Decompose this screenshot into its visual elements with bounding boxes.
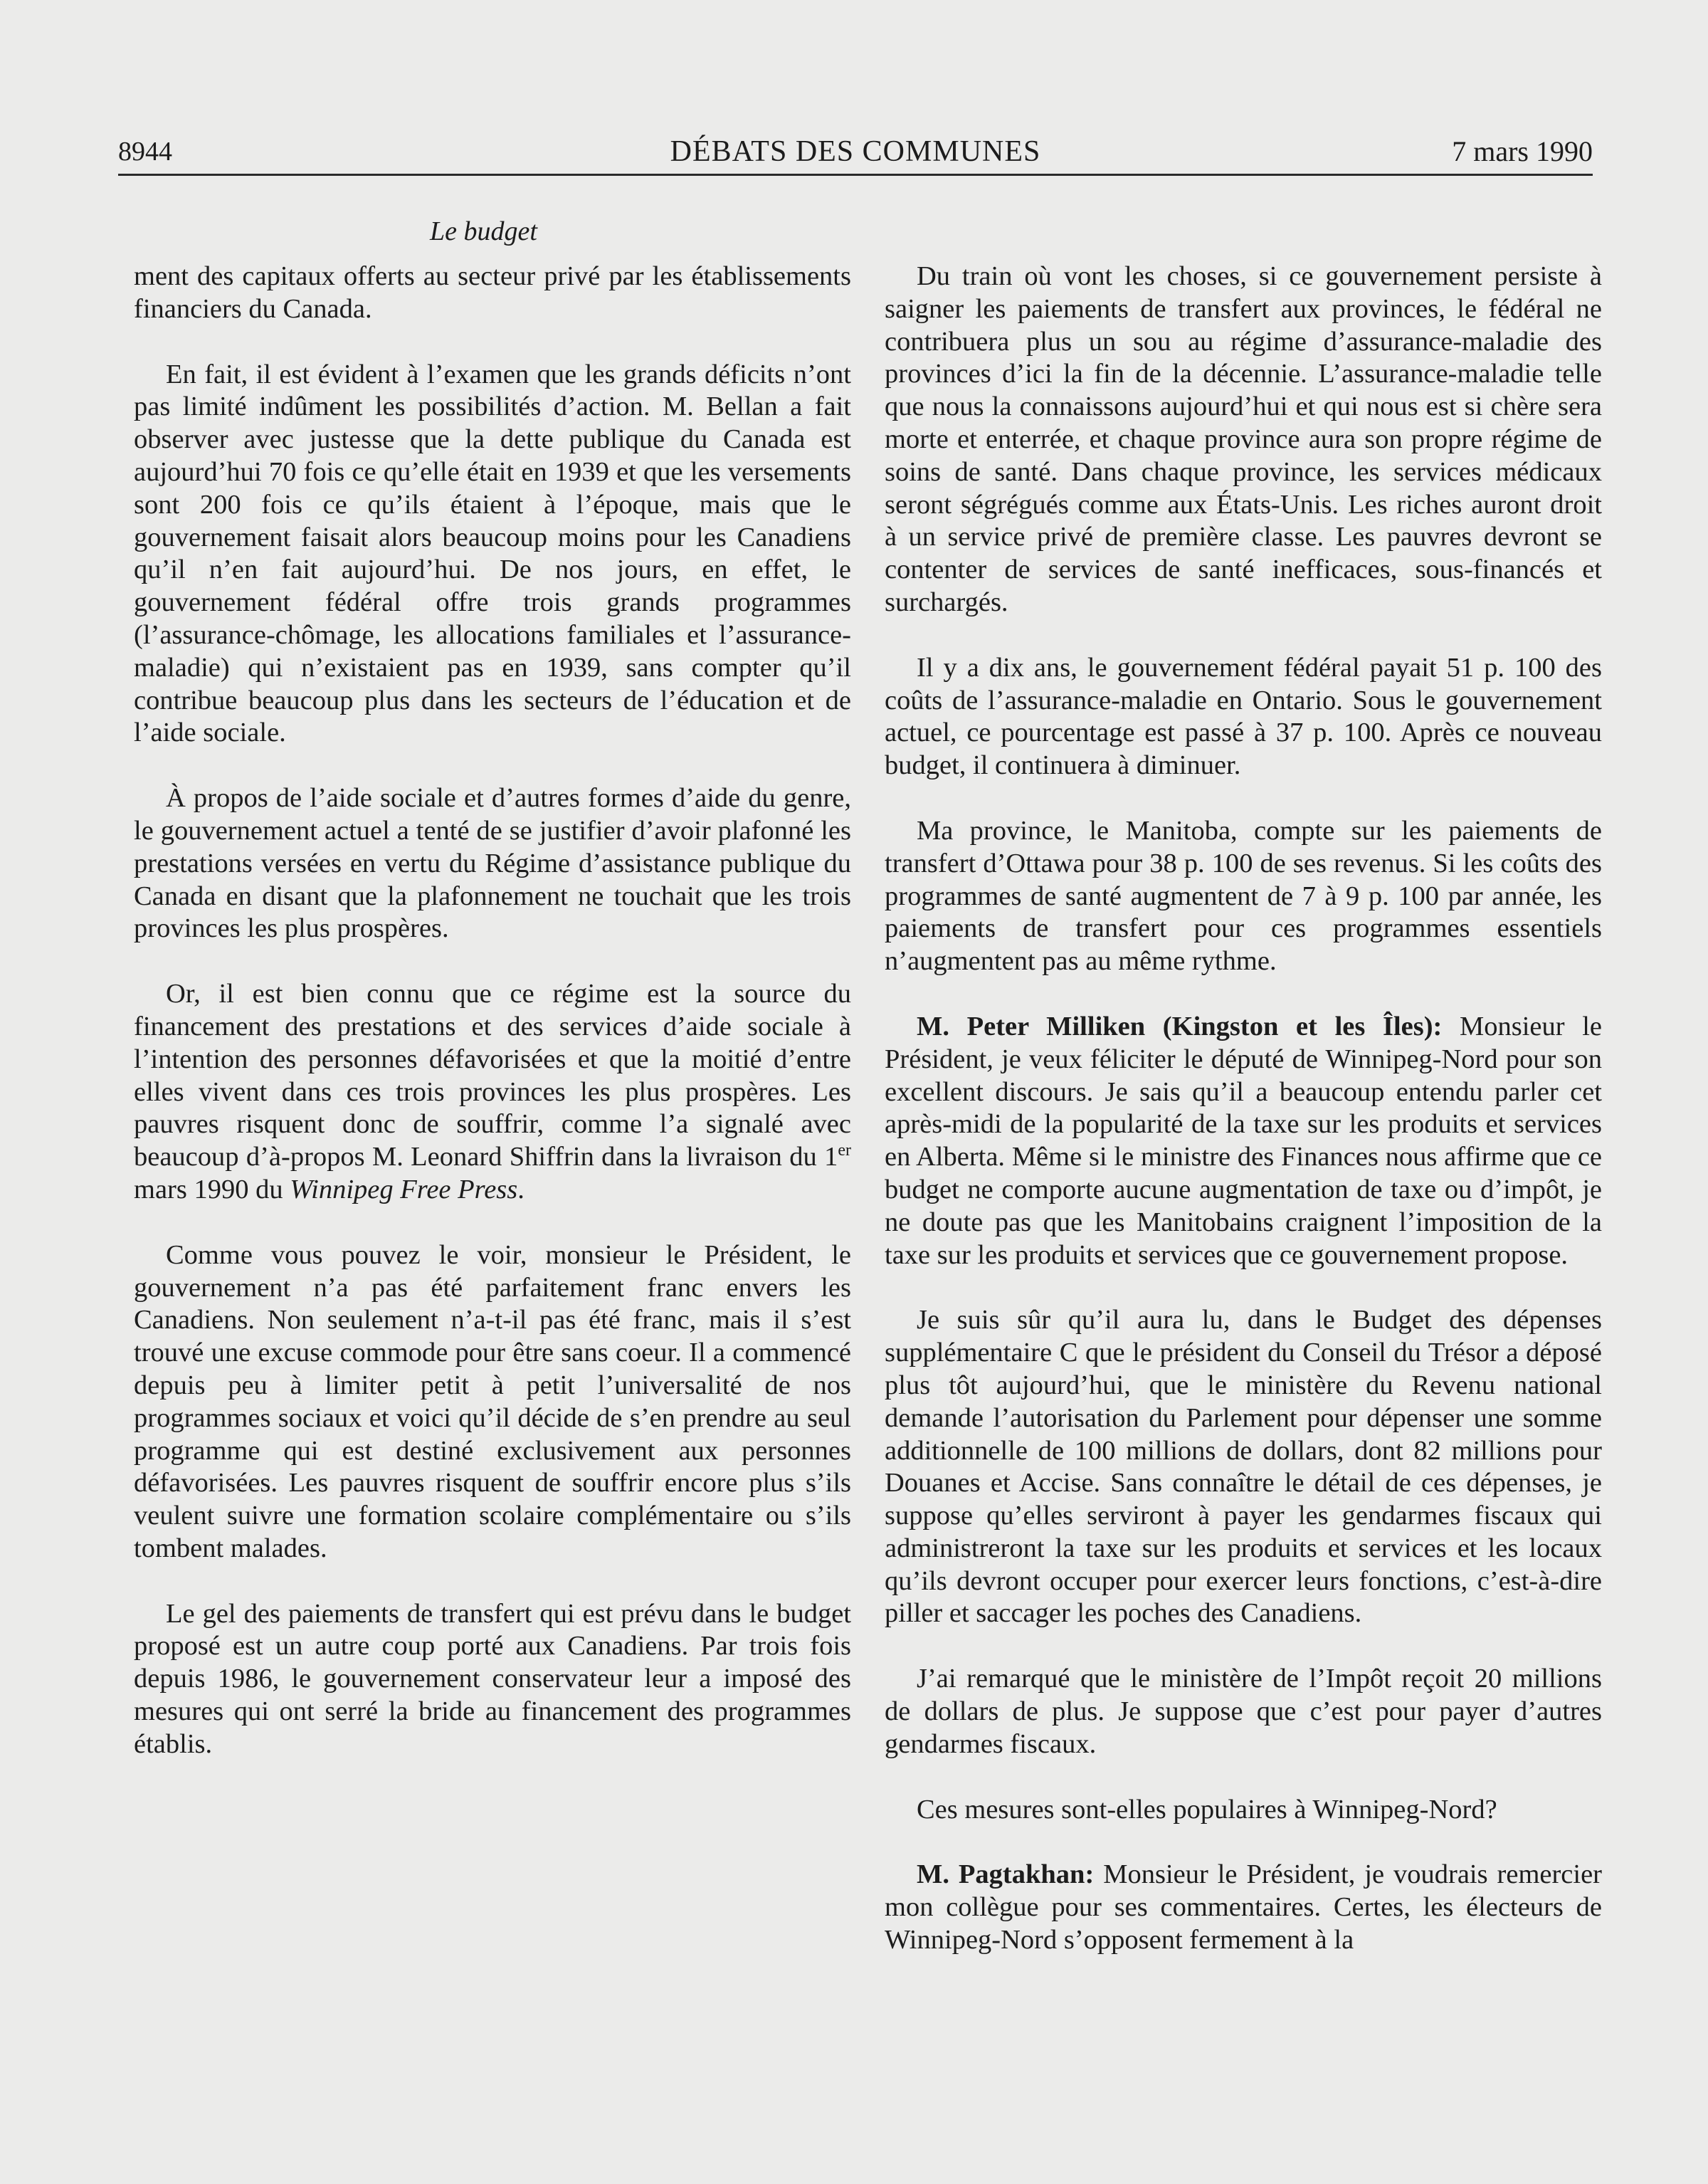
publication-name: Winnipeg Free Press — [290, 1174, 518, 1204]
paragraph-text: Monsieur le Président, je veux féliciter le député de Winnipeg-Nord pour son excellent discours. Je sais qu’il a beaucoup entendu parler cet après-midi de la popularité de la taxe sur les produits et services en Alberta. Même si le ministre des Finances nous affirme que ce budget ne comporte aucune augmentation de taxe ou d’impôt, je ne doute pas que les Manitobains craignent l’imposition de la taxe sur les produits et services que ce gouvernement propose. — [885, 1011, 1602, 1270]
header-date: 7 mars 1990 — [1452, 135, 1593, 167]
left-column — [134, 261, 851, 1794]
paragraph: Je suis sûr qu’il aura lu, dans le Budget des dépenses supplémentaire C que le président du Conseil du Trésor a déposé plus tôt aujourd’hui, que le ministère du Revenu national demande l’autorisation du Parlement pour dépenser une somme additionnelle de 100 millions de dollars, dont 82 millions pour Douanes et Accise. Sans connaître le détail de ces dépenses, je suppose qu’elles serviront à payer les gendarmes fiscaux qui administreront la taxe sur les produits et services et les locaux qu’ils devront occuper pour exercer leurs fonctions, c’est-à-dire piller et saccager les poches des Canadiens. — [885, 1305, 1602, 1629]
paragraph: En fait, il est évident à l’examen que les grands déficits n’ont pas limité indûment les possibilités d’action. M. Bellan a fait observer avec justesse que la dette publique du Canada est aujourd’hui 70 fois ce qu’elle était en 1939 et que les versements sont 200 fois ce qu’ils étaient à l’époque, mais que le gouvernement faisait alors beaucoup moins pour les Canadiens qu’il n’en fait aujourd’hui. De nos jours, en effet, le gouvernement fédéral offre trois grands programmes (l’assurance-chômage, les allocations familiales et l’assurance-maladie) qui n’existaient pas en 1939, sans compter qu’il contribue beaucoup plus dans les secteurs de l’éducation et de l’aide sociale. — [134, 359, 851, 748]
section-title: Le budget — [430, 216, 537, 246]
paragraph: ment des capitaux offerts au secteur privé par les établissements financiers du Canada. — [134, 261, 851, 324]
paragraph — [885, 1011, 1602, 1271]
header-page-number: 8944 — [118, 137, 172, 167]
paragraph-text: Or, il est bien connu que ce régime est la source du financement des prestations et des services d’aide sociale à l’intention des personnes défavorisées et que la moitié d’entre elles vivent dans ces trois provinces les plus prospères. Les pauvres risquent donc de souffrir, comme l’a signalé avec beaucoup d’à-propos M. Leonard Shiffrin dans la livraison du 1 — [134, 979, 851, 1172]
paragraph: Ma province, le Manitoba, compte sur les paiements de transfert d’Ottawa pour 38 p. 100 de ses revenus. Si les coûts des programmes de santé augmentent de 7 à 9 p. 100 par année, les paiements de transfert pour ces programmes essentiels n’augmentent pas au même rythme. — [885, 815, 1602, 977]
paragraph: Il y a dix ans, le gouvernement fédéral payait 51 p. 100 des coûts de l’assurance-maladie en Ontario. Sous le gouvernement actuel, ce pourcentage est passé à 37 p. 100. Après ce nouveau budget, il continuera à diminuer. — [885, 652, 1602, 781]
superscript: er — [838, 1141, 851, 1160]
speaker-name: M. Pagtakhan: — [917, 1859, 1095, 1890]
paragraph: Le gel des paiements de transfert qui est prévu dans le budget proposé est un autre coup porté aux Canadiens. Par trois fois depuis 1986, le gouvernement conservateur leur a imposé des mesures qui ont serré la bride au financement des programmes établis. — [134, 1598, 851, 1759]
right-column — [885, 261, 1602, 1990]
header-title: DÉBATS DES COMMUNES — [670, 135, 1041, 168]
paragraph: Comme vous pouvez le voir, monsieur le Président, le gouvernement n’a pas été parfaitement franc envers les Canadiens. Non seulement n’a-t-il pas été franc, mais il s’est trouvé une excuse commode pour être sans coeur. Il a commencé depuis peu à limiter petit à petit l’universalité de nos programmes sociaux et voici qu’il décide de s’en prendre au seul programme qui est destiné exclusivement aux personnes défavorisées. Les pauvres risquent de souffrir encore plus s’ils veulent suivre une formation scolaire complémentaire ou s’ils tombent malades. — [134, 1239, 851, 1563]
paragraph: J’ai remarqué que le ministère de l’Impôt reçoit 20 millions de dollars de plus. Je suppose que c’est pour payer d’autres gendarmes fiscaux. — [885, 1664, 1602, 1759]
page-header — [118, 130, 1593, 176]
paragraph — [134, 978, 851, 1207]
paragraph: Du train où vont les choses, si ce gouvernement persiste à saigner les paiements de transfert aux provinces, le fédéral ne contribuera plus un sou au régime d’assurance-maladie des provinces d’ici la fin de la décennie. L’assurance-maladie telle que nous la connaissons aujourd’hui et qui nous est si chère sera morte et enterrée, et chaque province aura son propre régime de soins de santé. Dans chaque province, les services médicaux seront ségrégués comme aux États-Unis. Les riches auront droit à un service privé de première classe. Les pauvres devront se contenter de services de santé inefficaces, sous-financés et surchargés. — [885, 261, 1602, 617]
paragraph — [885, 1859, 1602, 1956]
paragraph-text: Monsieur le Président, je voudrais remercier mon collègue pour ses commentaires. Certes, les électeurs de Winnipeg-Nord s’opposent fermement à la — [885, 1859, 1602, 1955]
paragraph: À propos de l’aide sociale et d’autres formes d’aide du genre, le gouvernement actuel a tenté de se justifier d’avoir plafonné les prestations versées en vertu du Régime d’assistance publique du Canada en disant que la plafonnement ne touchait que les trois provinces les plus prospères. — [134, 783, 851, 944]
speaker-name: M. Peter Milliken (Kingston et les Îles): — [917, 1011, 1443, 1041]
paragraph: Ces mesures sont-elles populaires à Winnipeg-Nord? — [917, 1794, 1497, 1825]
paragraph-text: . — [517, 1174, 524, 1204]
paragraph-text: mars 1990 du — [134, 1174, 290, 1204]
